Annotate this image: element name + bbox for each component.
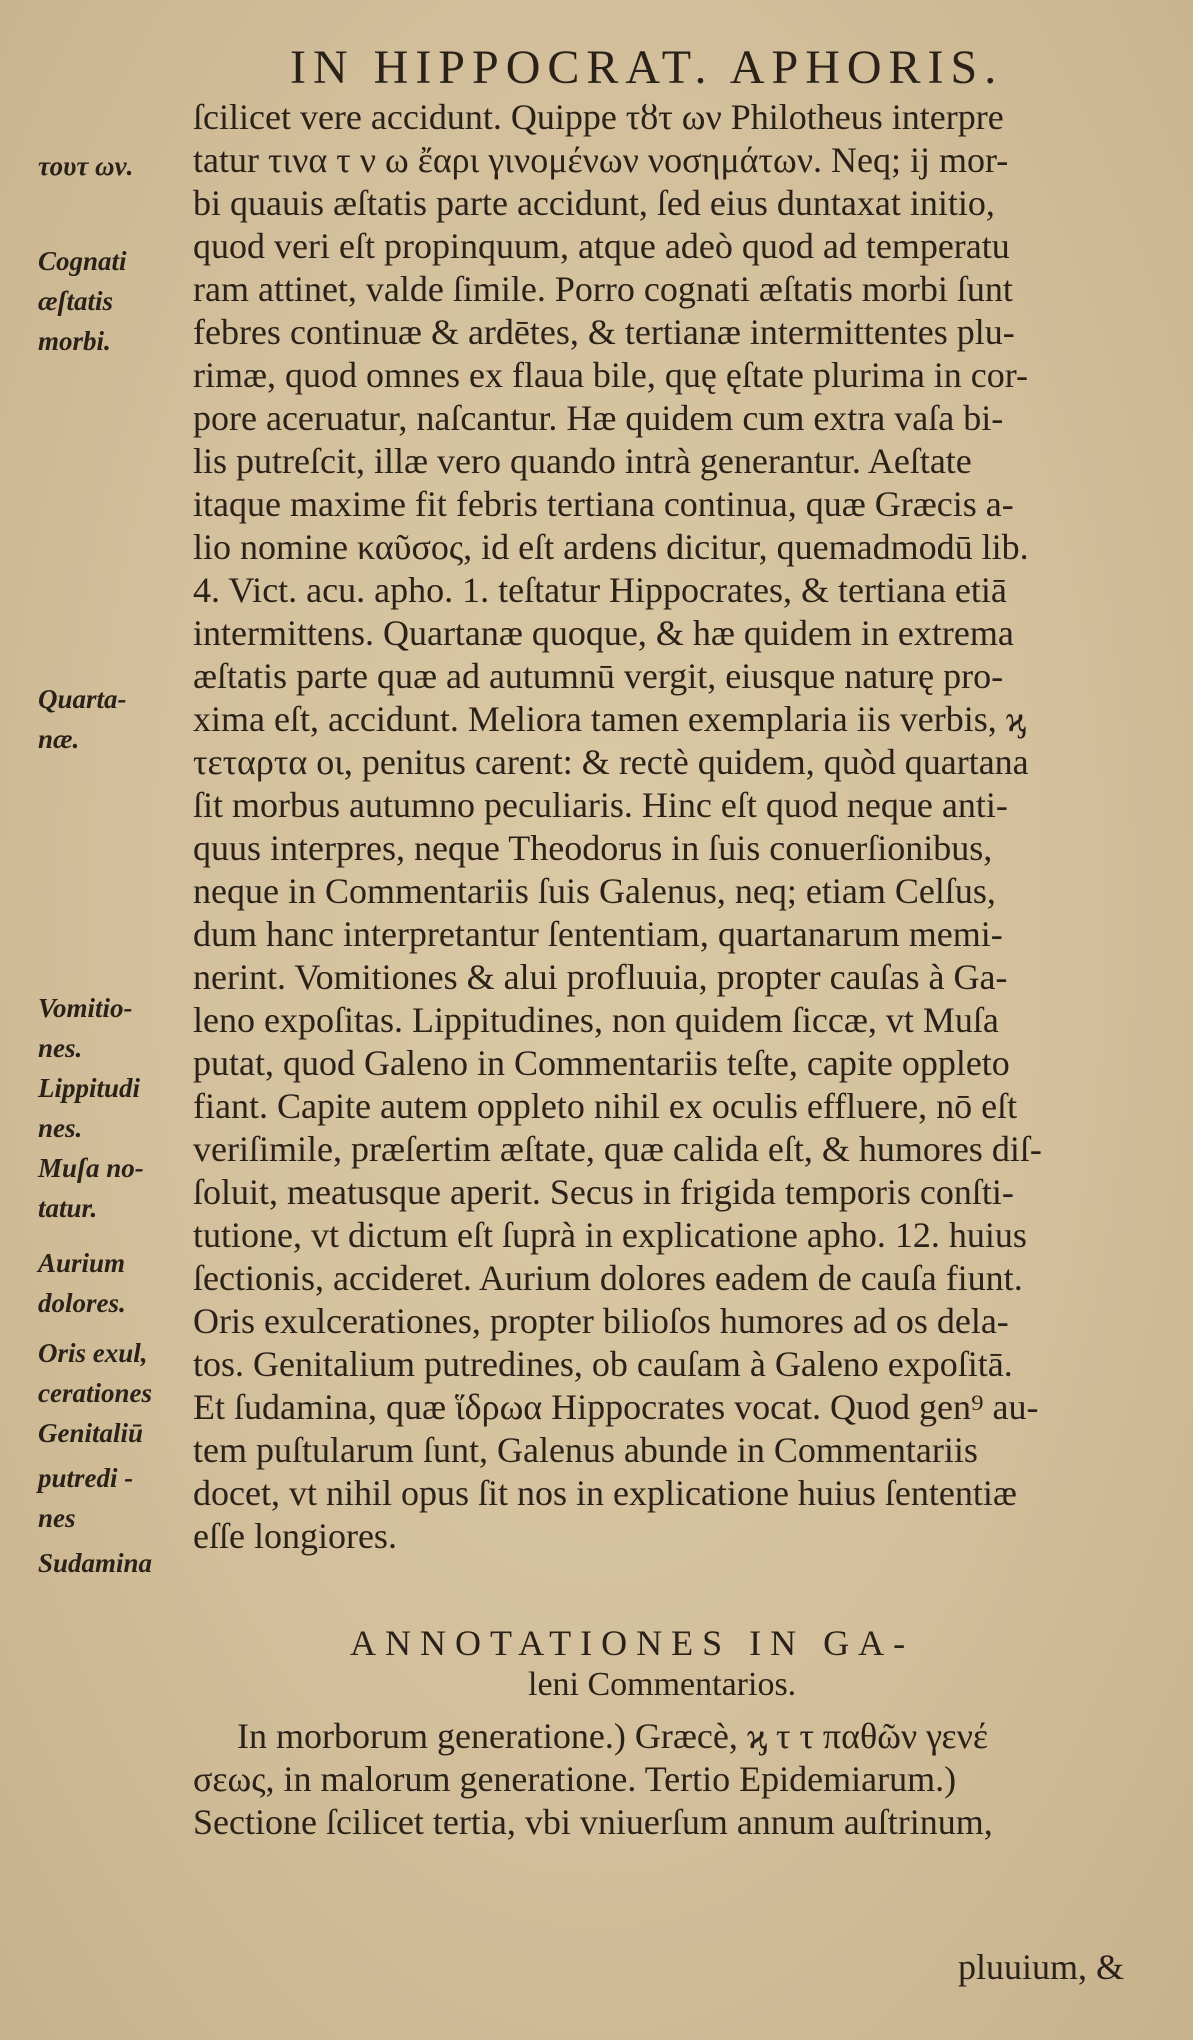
margin-note: nes	[38, 1503, 76, 1533]
text-line: ſit morbus autumno peculiaris. Hinc eſt quod neque anti-	[193, 785, 1008, 825]
margin-note: Sudamina	[38, 1548, 153, 1578]
margin-note: Lippitudi	[38, 1073, 141, 1103]
text-line: quod veri eſt propinquum, atque adeò quod ad temperatu	[193, 226, 1010, 266]
text-line: τεταρτα οι, penitus carent: & rectè quidem, quòd quartana	[193, 742, 1029, 782]
margin-note: Cognati	[38, 246, 127, 276]
text-line: tem puſtularum ſunt, Galenus abunde in Commentariis	[193, 1430, 978, 1470]
margin-note: Quarta-	[38, 684, 127, 714]
text-line: putat, quod Galeno in Commentariis teſte, capite oppleto	[193, 1043, 1010, 1083]
text-line: itaque maxime fit febris tertiana continua, quæ Græcis a-	[193, 484, 1014, 524]
text-line: tutione, vt dictum eſt ſuprà in explicatione apho. 12. huius	[193, 1215, 1027, 1255]
text-line: 4. Vict. acu. apho. 1. teſtatur Hippocrates, & tertiana etiā	[193, 570, 1007, 610]
margin-note: Oris exul,	[38, 1338, 148, 1368]
margin-note: næ.	[38, 724, 80, 754]
running-header: IN HIPPOCRAT. APHORIS.	[290, 41, 1004, 94]
margin-note: morbi.	[38, 326, 111, 356]
text-line: In morborum generatione.) Græcè, ϗ τ τ παθῶν γενέ	[237, 1716, 988, 1756]
text-line: ram attinet, valde ſimile. Porro cognati æſtatis morbi ſunt	[193, 269, 1013, 309]
text-line: docet, vt nihil opus ſit nos in explicatione huius ſententiæ	[193, 1473, 1017, 1513]
text-line: ſoluit, meatusque aperit. Secus in frigida temporis conſti-	[193, 1172, 1014, 1212]
catchword: pluuium, &	[958, 1947, 1125, 1987]
text-line: eſſe longiores.	[193, 1516, 397, 1556]
text-line: σεως, in malorum generatione. Tertio Epidemiarum.)	[193, 1759, 957, 1799]
text-line: dum hanc interpretantur ſententiam, quartanarum memi-	[193, 914, 1003, 954]
margin-note: putredi -	[38, 1463, 134, 1493]
text-line: Oris exulcerationes, propter bilioſos humores ad os dela-	[193, 1301, 1009, 1341]
margin-note: nes.	[38, 1113, 83, 1143]
text-line: lis putreſcit, illæ vero quando intrà generantur. Aeſtate	[193, 441, 972, 481]
margin-note: Muſa no-	[38, 1153, 144, 1183]
margin-note: æſtatis	[38, 286, 114, 316]
text-line: rimæ, quod omnes ex flaua bile, quę ęſtate plurima in cor-	[193, 355, 1029, 395]
text-line: ſcilicet vere accidunt. Quippe τȣτ ων Philotheus interpre	[193, 97, 1004, 137]
text-line: lio nomine καῦσος, id eſt ardens dicitur, quemadmodū lib.	[193, 527, 1029, 567]
text-line: æſtatis parte quæ ad autumnū vergit, eiusque naturę pro-	[193, 656, 1004, 696]
text-line: febres continuæ & ardētes, & tertianæ intermittentes plu-	[193, 312, 1015, 352]
text-line: Sectione ſcilicet tertia, vbi vniuerſum annum auſtrinum,	[193, 1802, 993, 1842]
margin-note: Aurium	[38, 1248, 126, 1278]
text-line: neque in Commentariis ſuis Galenus, neq; etiam Celſus,	[193, 871, 996, 911]
text-line: tatur τινα τ ν ω ἔαρι γινομένων νοσημάτων. Neq; ij mor-	[193, 140, 1009, 180]
margin-note: Vomitio-	[38, 993, 133, 1023]
text-line: xima eſt, accidunt. Meliora tamen exemplaria iis verbis, ϗ	[193, 699, 1026, 739]
text-line: tos. Genitalium putredines, ob cauſam à Galeno expoſitā.	[193, 1344, 1013, 1384]
text-line: veriſimile, præſertim æſtate, quæ calida eſt, & humores diſ-	[193, 1129, 1042, 1169]
margin-note: nes.	[38, 1033, 83, 1063]
annotations-text	[193, 1714, 1153, 1843]
section-subtitle: leni Commentarios.	[528, 1666, 797, 1703]
text-line: Et ſudamina, quæ ἵδρωα Hippocrates vocat. Quod gen⁹ au-	[193, 1387, 1039, 1427]
text-line: pore aceruatur, naſcantur. Hæ quidem cum extra vaſa bi-	[193, 398, 1004, 438]
text-line: ſectionis, accideret. Aurium dolores eadem de cauſa fiunt.	[193, 1258, 1023, 1298]
text-line: quus interpres, neque Theodorus in ſuis conuerſionibus,	[193, 828, 993, 868]
margin-note: Genitaliū	[38, 1418, 144, 1448]
text-line: nerint. Vomitiones & alui profluuia, propter cauſas à Ga-	[193, 957, 1008, 997]
text-line: leno expoſitas. Lippitudines, non quidem ſiccæ, vt Muſa	[193, 1000, 999, 1040]
margin-note: cerationes	[38, 1378, 152, 1408]
margin-note: dolores.	[38, 1288, 126, 1318]
text-line: fiant. Capite autem oppleto nihil ex oculis effluere, nō eſt	[193, 1086, 1018, 1126]
text-line: intermittens. Quartanæ quoque, & hæ quidem in extrema	[193, 613, 1014, 653]
margin-note: tatur.	[38, 1193, 98, 1223]
section-title: ANNOTATIONES IN GA-	[350, 1623, 915, 1663]
margin-note-greek: τουτ ων.	[38, 151, 134, 181]
main-text	[193, 96, 1153, 1558]
text-line: bi quauis æſtatis parte accidunt, ſed eius duntaxat initio,	[193, 183, 995, 223]
